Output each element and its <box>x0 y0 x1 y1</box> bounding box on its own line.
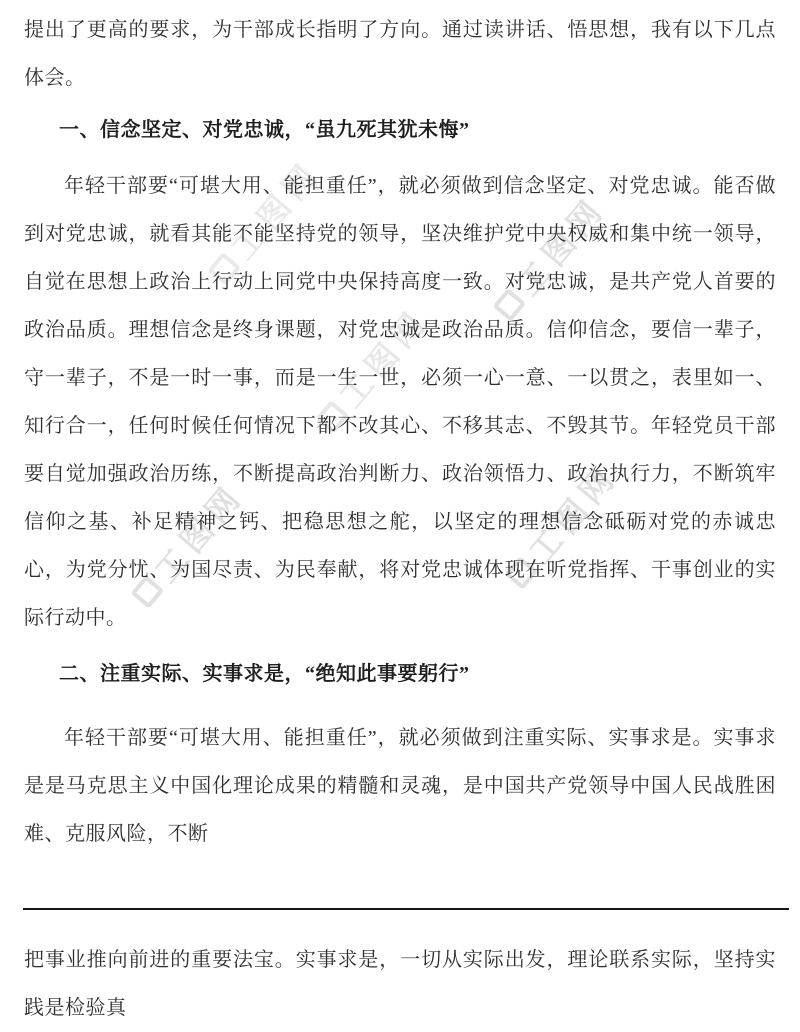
document-content <box>0 6 800 1032</box>
section-1-paragraph: 年轻干部要“可堪大用、能担重任”，就必须做到信念坚定、对党忠诚。能否做到对党忠诚，就看其能不能坚持党的领导，坚决维护党中央权威和集中统一领导，自觉在思想上政治上行动上同党中央保持高度一致。对党忠诚，是共产党人首要的政治品质。理想信念是终身课题，对党忠诚是政治品质。信仰信念，要信一辈子，守一辈子，不是一时一事，而是一生一世，必须一心一意、一以贯之，表里如一、知行合一，任何时候任何情况下都不改其心、不移其志、不毁其节。年轻党员干部要自觉加强政治历练，不断提高政治判断力、政治领悟力、政治执行力，不断筑牢信仰之基、补足精神之钙、把稳思想之舵，以坚定的理想信念砥砺对党的赤诚忠心，为党分忧、为国尽责、为民奉献，将对党忠诚体现在听党指挥、干事创业的实际行动中。 <box>24 175 776 629</box>
next-page-paragraph-continuation: 把事业推向前进的重要法宝。实事求是，一切从实际出发，理论联系实际，坚持实践是检验真 <box>24 949 776 1019</box>
watermark-text: 工图网 <box>147 476 251 590</box>
intro-paragraph-continuation: 提出了更高的要求，为干部成长指明了方向。通过读讲话、悟思想，我有以下几点体会。 <box>24 19 776 89</box>
watermark-text: 工图网 <box>332 301 436 415</box>
section-2-heading: 二、注重实际、实事求是，“绝知此事要躬行” <box>59 663 470 685</box>
section-2-paragraph: 年轻干部要“可堪大用、能担重任”，就必须做到注重实际、实事求是。实事求是是马克思主义中国化理论成果的精髓和灵魂，是中国共产党领导中国人民战胜困难、克服风险，不断 <box>24 727 776 845</box>
watermark-text: 工图网 <box>509 189 613 303</box>
watermark-text: 工图网 <box>521 457 625 571</box>
watermark-text: 工图网 <box>224 153 328 267</box>
document-page <box>0 6 800 1019</box>
page-break-separator <box>23 908 789 910</box>
section-1-heading: 一、信念坚定、对党忠诚，“虽九死其犹未悔” <box>59 119 470 141</box>
